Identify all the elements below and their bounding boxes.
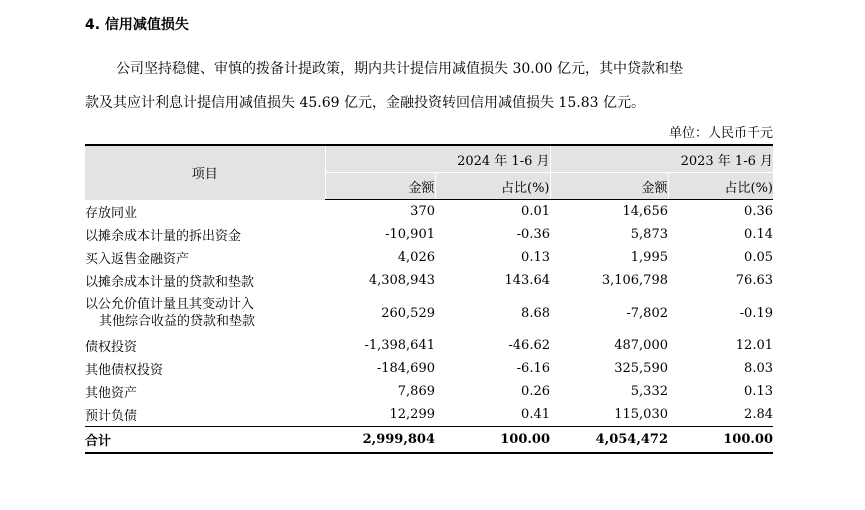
- period-2023-header: 2023 年 1-6 月: [550, 145, 773, 173]
- amount-2023: 487,000: [614, 338, 668, 353]
- paragraph-line-2: 款及其应计利息计提信用减值损失 45.69 亿元，金融投资转回信用减值损失 15.83 亿元。: [85, 95, 645, 111]
- period-2024-header: 2024 年 1-6 月: [325, 145, 550, 173]
- paragraph-line-1: 公司坚持稳健、审慎的拨备计提政策，期内共计提信用减值损失 30.00 亿元，其中贷款和垫: [116, 61, 683, 77]
- ratio-2024: 143.64: [504, 273, 550, 288]
- total-row: [85, 427, 773, 454]
- amount-2023: 3,106,798: [601, 273, 668, 288]
- amount-2024: 12,299: [389, 407, 435, 422]
- row-label: 以摊余成本计量的贷款和垫款: [85, 275, 255, 290]
- ratio-2024: -6.16: [516, 361, 550, 376]
- ratio-2024: -0.36: [516, 227, 550, 242]
- total-label: 合计: [85, 427, 325, 454]
- amount-2023: 14,656: [622, 204, 668, 219]
- table-row: [85, 403, 773, 427]
- total-ratio-2023: 100.00: [668, 427, 773, 454]
- amount-2023: 115,030: [614, 407, 668, 422]
- table-row: [85, 334, 773, 357]
- ratio-2024: 0.26: [521, 384, 550, 399]
- total-ratio-2024: 100.00: [435, 427, 550, 454]
- amount-2024: -10,901: [385, 227, 435, 242]
- ratio-2023: 8.03: [744, 361, 773, 376]
- amount-2024: 370: [410, 204, 435, 219]
- ratio-2023: 0.14: [744, 227, 773, 242]
- ratio-2024: 0.01: [521, 204, 550, 219]
- ratio-2023: 76.63: [735, 273, 773, 288]
- row-label: 以摊余成本计量的拆出资金: [85, 229, 242, 244]
- table-row: [85, 269, 773, 292]
- ratio-2023: 2.84: [744, 407, 773, 422]
- table-row: [85, 380, 773, 403]
- table-row: [85, 357, 773, 380]
- row-label: 其他债权投资: [85, 363, 164, 378]
- row-label: 预计负债: [85, 409, 138, 424]
- amount-2023: 5,332: [630, 384, 668, 399]
- unit-label: 单位：人民币千元: [668, 126, 773, 141]
- ratio-2023: 0.36: [744, 204, 773, 219]
- item-header: 项目: [85, 145, 325, 200]
- ratio-2024: 8.68: [521, 305, 550, 321]
- total-amount-2023: 4,054,472: [550, 427, 668, 454]
- amount-2023: 325,590: [614, 361, 668, 376]
- credit-impairment-table: [85, 144, 773, 454]
- amount-2024: 7,869: [397, 384, 435, 399]
- ratio-2023: 0.05: [744, 250, 773, 265]
- section-heading: 4. 信用减值损失: [85, 17, 189, 33]
- amount-2023-header: 金额: [550, 173, 668, 200]
- table-row: [85, 246, 773, 269]
- table-row: [85, 223, 773, 246]
- total-amount-2024: 2,999,804: [325, 427, 435, 454]
- row-label: 债权投资: [85, 340, 138, 355]
- row-label-line-2: 其他综合收益的贷款和垫款: [99, 314, 256, 329]
- ratio-2024: 0.13: [521, 250, 550, 265]
- amount-2024: 260,529: [381, 305, 435, 321]
- ratio-2023: 12.01: [735, 338, 773, 353]
- row-label: 买入返售金融资产: [85, 252, 190, 267]
- amount-2024-header: 金额: [325, 173, 435, 200]
- row-label: 存放同业: [85, 205, 138, 221]
- row-label-two-line: [85, 292, 325, 334]
- amount-2024: 4,026: [397, 250, 435, 265]
- amount-2023: 1,995: [630, 250, 668, 265]
- row-label-line-1: 以公允价值计量且其变动计入: [85, 297, 255, 312]
- amount-2024: -1,398,641: [364, 338, 435, 353]
- ratio-2023: -0.19: [739, 305, 773, 321]
- table-row: [85, 200, 773, 224]
- row-label: 其他资产: [85, 386, 138, 401]
- table-row: [85, 292, 773, 334]
- amount-2024: -184,690: [376, 361, 435, 376]
- amount-2024: 4,308,943: [368, 273, 435, 288]
- amount-2023: 5,873: [630, 227, 668, 242]
- ratio-2024-header: 占比(%): [435, 173, 550, 200]
- ratio-2023: 0.13: [744, 384, 773, 399]
- ratio-2024: -46.62: [508, 338, 550, 353]
- amount-2023: -7,802: [626, 305, 668, 321]
- ratio-2024: 0.41: [521, 407, 550, 422]
- ratio-2023-header: 占比(%): [668, 173, 773, 200]
